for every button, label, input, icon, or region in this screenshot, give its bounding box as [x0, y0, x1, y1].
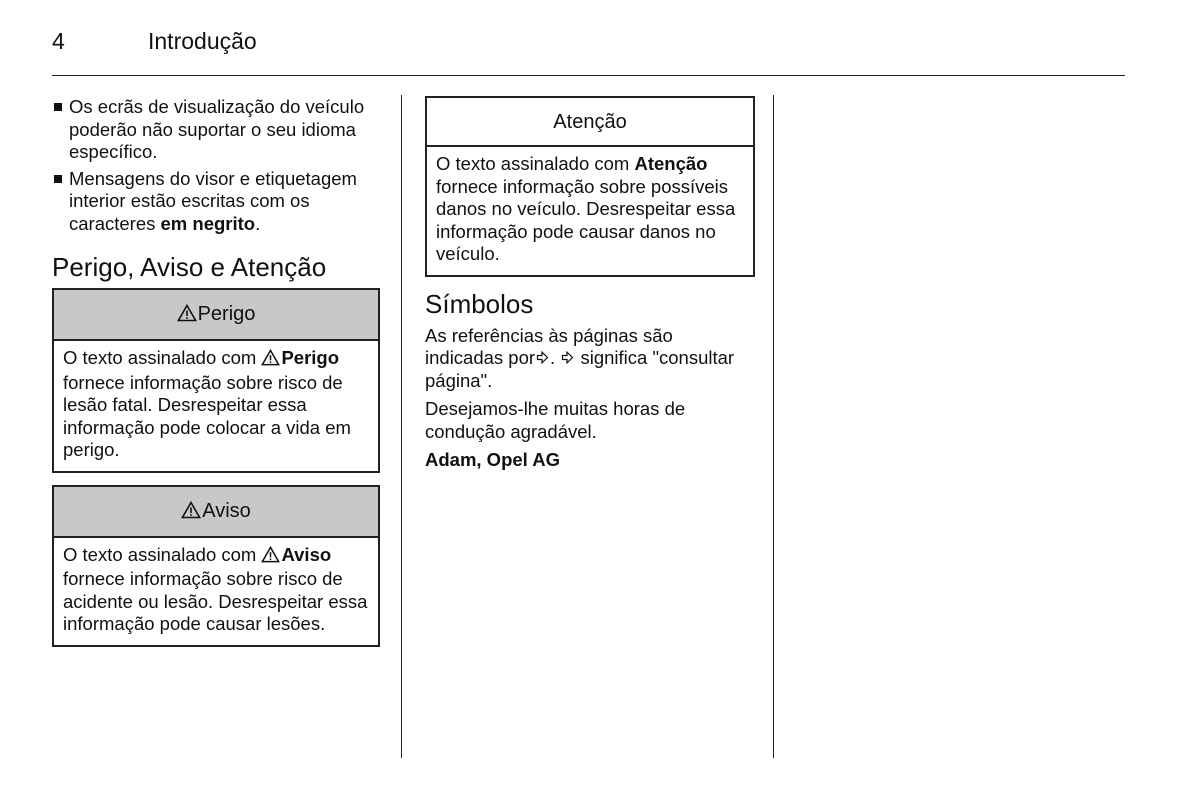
- notice-perigo: [52, 288, 380, 473]
- notice-aviso-header: [54, 487, 378, 538]
- paragraph-wishes: Desejamos-lhe muitas horas de condução agradável.: [425, 398, 686, 442]
- bullet-item: [52, 96, 380, 164]
- bullet-bold-text: em negrito: [160, 212, 256, 234]
- page-ref-separator: .: [550, 347, 561, 368]
- header-rule: [52, 75, 1125, 76]
- notice-perigo-header: [54, 290, 378, 341]
- section-heading-perigo-aviso-atencao: Perigo, Aviso e Atenção: [52, 252, 327, 282]
- notice-atencao-bold: Atenção: [634, 153, 708, 174]
- notice-atencao: [425, 96, 755, 277]
- column-divider-right: [773, 95, 774, 758]
- notice-atencao-header: [427, 98, 753, 147]
- page-number: 4: [52, 28, 65, 54]
- bullet-item: [52, 168, 380, 236]
- section-heading-simbolos: Símbolos: [425, 288, 534, 319]
- column-one: [52, 96, 380, 659]
- page-reference-arrow-icon: [561, 347, 574, 370]
- warning-triangle-icon: [181, 501, 201, 525]
- notice-atencao-text-end: fornece informação sobre possíveis danos no veículo. Desrespeitar essa informação pode causar danos no veículo.: [436, 175, 736, 264]
- notice-aviso: [52, 485, 380, 647]
- notice-atencao-title: Atenção: [553, 111, 627, 133]
- bullet-list: [52, 96, 380, 235]
- bullet-text: Mensagens do visor e etiquetagem interior estão escritas com os caracteres: [69, 167, 357, 234]
- bullet-text: Os ecrãs de visualização do veículo poderão não suportar o seu idioma específico.: [69, 96, 365, 162]
- notice-atencao-text: O texto assinalado com: [436, 153, 635, 174]
- notice-perigo-text-end: fornece informação sobre risco de lesão fatal. Desrespeitar essa informação pode colocar a vida em perigo.: [63, 371, 351, 460]
- notice-atencao-body: [427, 147, 753, 275]
- signature-text: Adam, Opel AG: [425, 449, 561, 470]
- warning-triangle-icon: [177, 304, 197, 328]
- running-title: Introdução: [148, 28, 257, 54]
- notice-perigo-title: Perigo: [197, 303, 256, 325]
- bullet-text-end: .: [255, 212, 261, 234]
- warning-triangle-icon: [261, 546, 280, 569]
- notice-aviso-body: [54, 538, 378, 645]
- bullet-square-icon: [54, 103, 62, 111]
- page-ref-meaning: significa "consultar página".: [425, 347, 735, 391]
- signature: [425, 449, 755, 472]
- notice-aviso-text-end: fornece informação sobre risco de acidente ou lesão. Desrespeitar essa informação pode causar lesões.: [63, 568, 368, 634]
- paragraph-page-references: [425, 325, 755, 393]
- notice-aviso-title: Aviso: [202, 499, 251, 522]
- notice-perigo-text: O texto assinalado com: [63, 347, 262, 368]
- notice-perigo-body: [54, 341, 378, 471]
- column-divider-left: [401, 95, 402, 758]
- page-reference-arrow-icon: [536, 347, 549, 370]
- notice-aviso-bold: Aviso: [281, 543, 332, 565]
- notice-aviso-text: O texto assinalado com: [63, 543, 262, 565]
- warning-triangle-icon: [261, 349, 280, 372]
- page-ref-text: As referências às páginas são indicadas por: [425, 324, 673, 368]
- bullet-square-icon: [54, 175, 62, 183]
- notice-perigo-bold: Perigo: [281, 347, 340, 368]
- column-two: [425, 96, 755, 478]
